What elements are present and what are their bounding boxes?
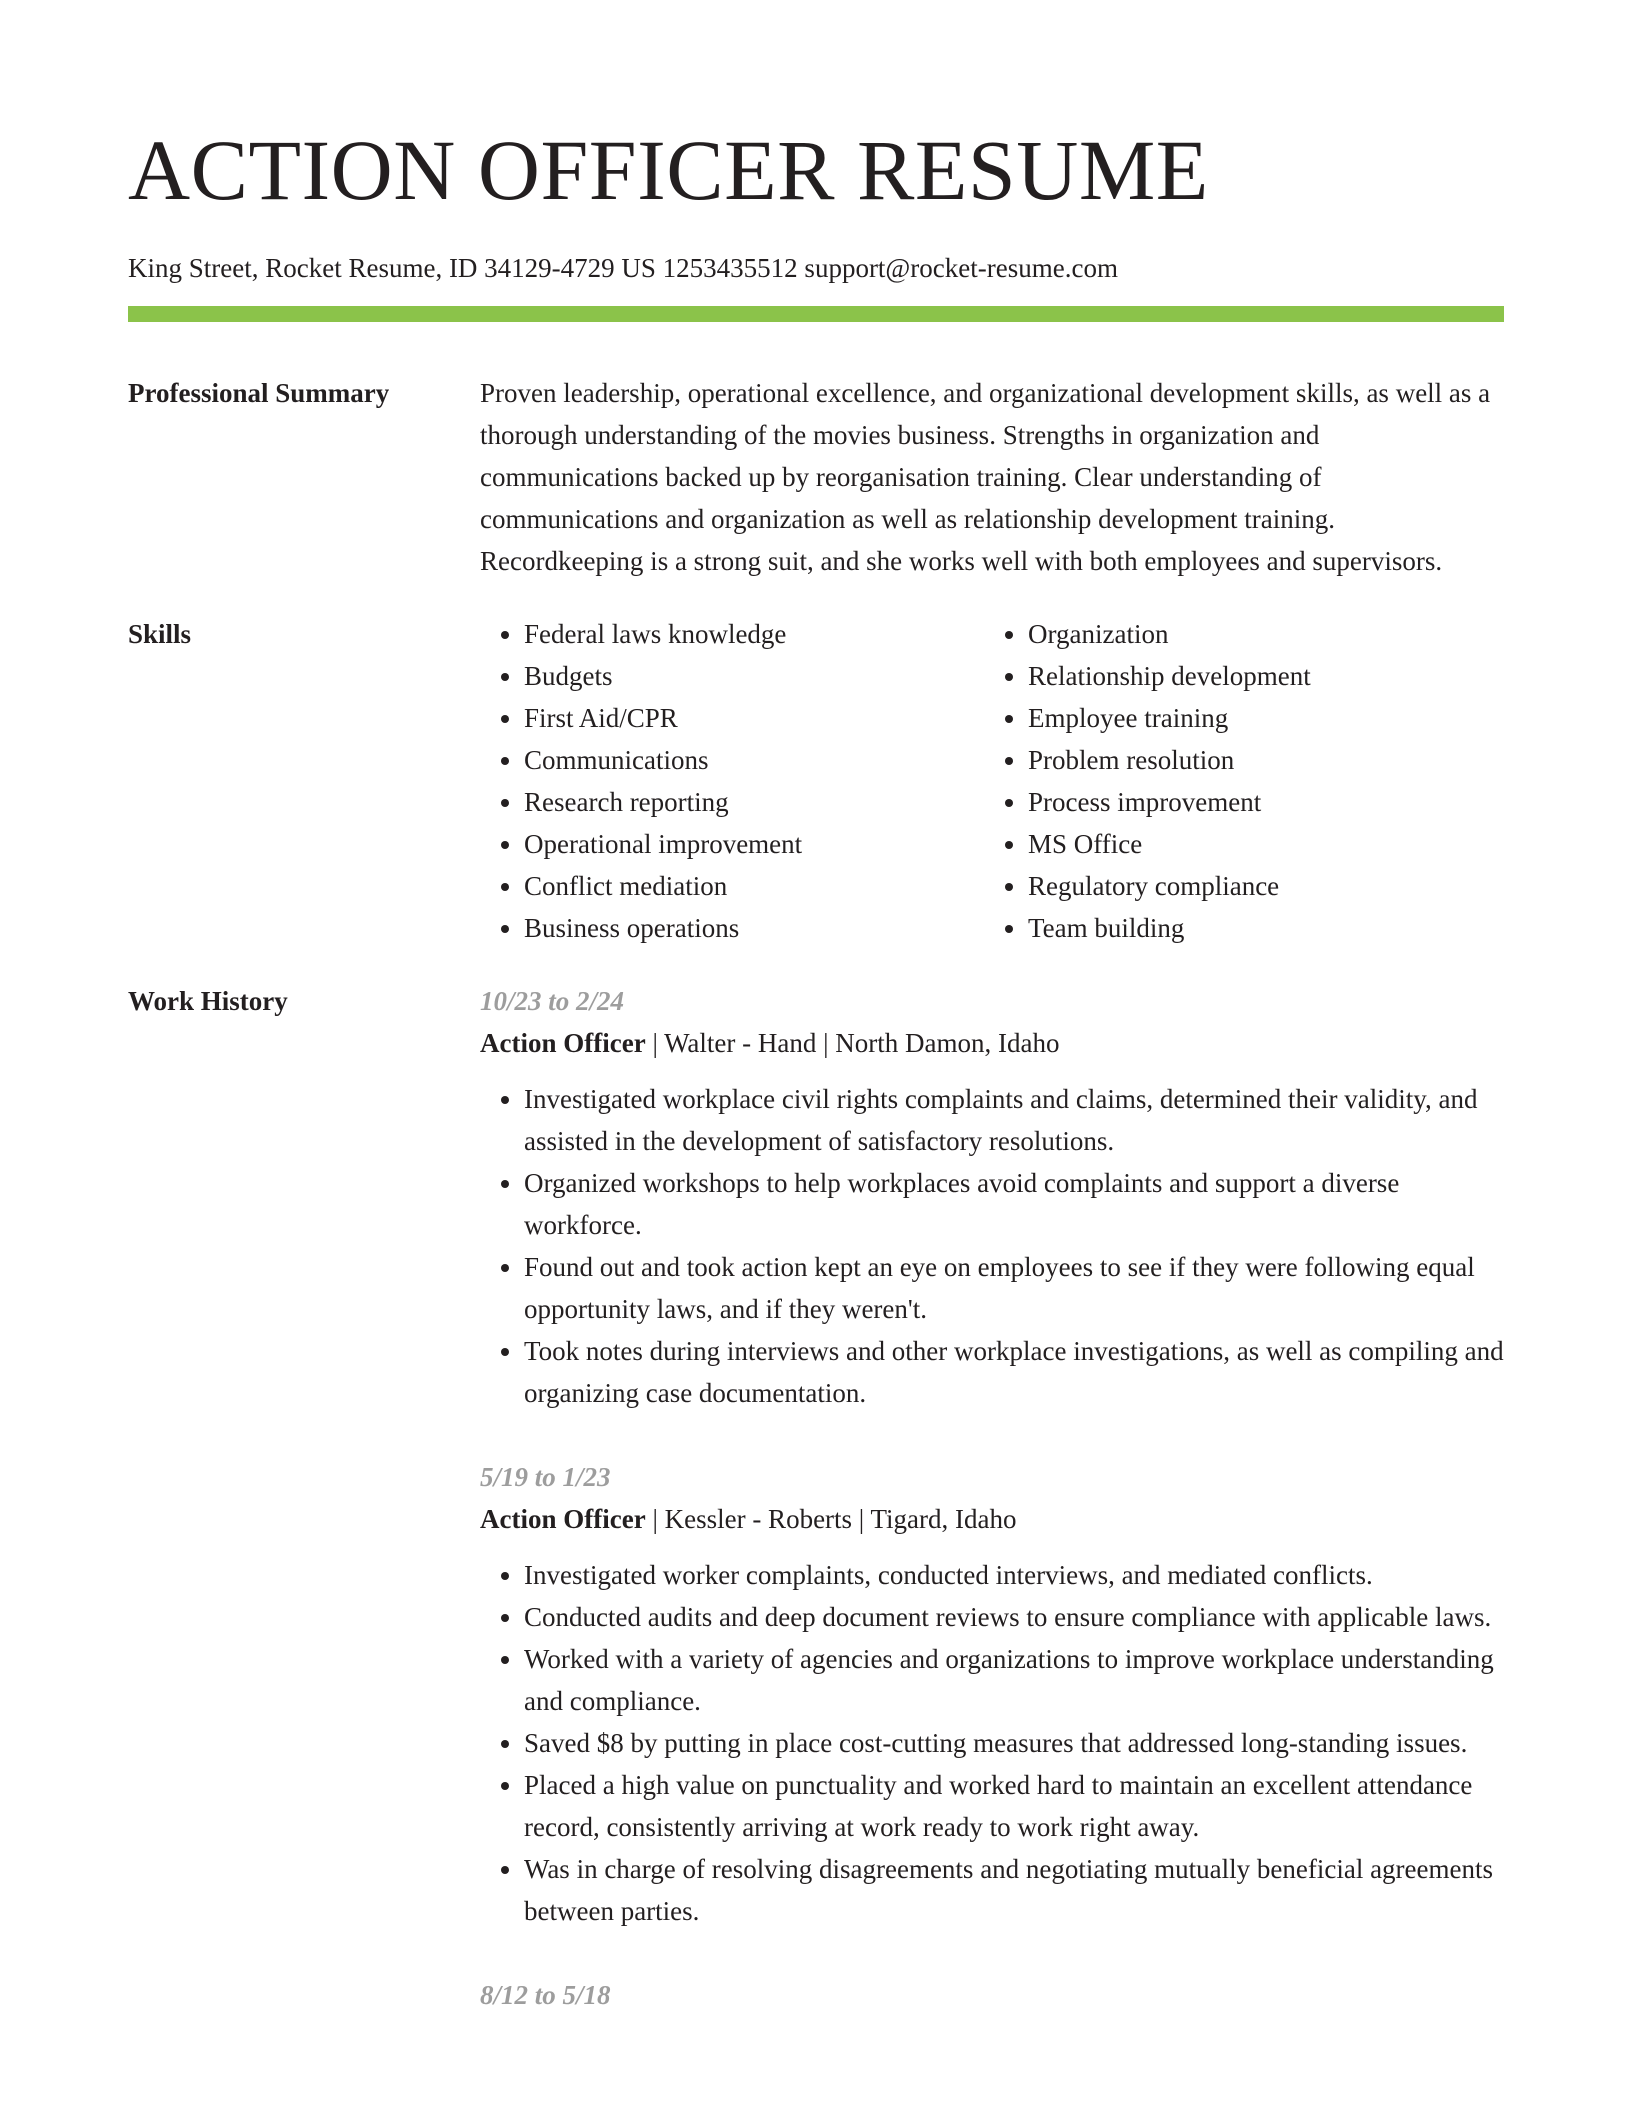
job-responsibilities: [480, 1554, 1504, 1932]
contact-line: King Street, Rocket Resume, ID 34129-4729 US 1253435512 support@rocket-resume.com: [128, 253, 1118, 283]
skill-item: • Budgets: [524, 655, 984, 697]
work-history-section: [128, 980, 1504, 2058]
job-company-location: | Walter - Hand | North Damon, Idaho: [645, 1028, 1060, 1058]
skill-item: • Employee training: [1028, 697, 1488, 739]
skill-item: • First Aid/CPR: [524, 697, 984, 739]
responsibility-item: • Organized workshops to help workplaces avoid complaints and support a diverse workforce.: [524, 1162, 1504, 1246]
responsibility-item: • Saved $8 by putting in place cost-cutting measures that addressed long-standing issues.: [524, 1722, 1504, 1764]
job-entry: [480, 1974, 1504, 2016]
job-title: Action Officer: [480, 1028, 646, 1058]
summary-heading: Professional Summary: [128, 378, 390, 408]
skills-heading: Skills: [128, 619, 192, 649]
job-responsibilities: [480, 1078, 1504, 1414]
header-divider: [128, 306, 1504, 322]
job-heading: [480, 1022, 1504, 1064]
summary-text: Proven leadership, operational excellence, and organizational development skills, as well as a thorough understanding of the movies business. Strengths in organization and communications backed up by reorganisation training. Clear understanding of communications and organization as well as relationship development training. Recordkeeping is a strong suit, and she works well with both employees and supervisors.: [480, 378, 1491, 576]
responsibility-item: • Conducted audits and deep document reviews to ensure compliance with applicable laws.: [524, 1596, 1504, 1638]
skill-item: • Process improvement: [1028, 781, 1488, 823]
job-title: Action Officer: [480, 1504, 646, 1534]
skills-list-right: [984, 613, 1488, 949]
skill-item: • Problem resolution: [1028, 739, 1488, 781]
skills-section: [128, 613, 1504, 949]
responsibility-item: • Found out and took action kept an eye on employees to see if they were following equal opportunity laws, and if they weren't.: [524, 1246, 1504, 1330]
skill-item: • MS Office: [1028, 823, 1488, 865]
skill-item: • Regulatory compliance: [1028, 865, 1488, 907]
resume-title: ACTION OFFICER RESUME: [128, 122, 1209, 218]
skill-item: • Communications: [524, 739, 984, 781]
skill-item: • Research reporting: [524, 781, 984, 823]
job-entry: [480, 1456, 1504, 1932]
responsibility-item: • Investigated workplace civil rights complaints and claims, determined their validity, and assisted in the development of satisfactory resolutions.: [524, 1078, 1504, 1162]
summary-section: [128, 372, 1504, 582]
skill-item: • Conflict mediation: [524, 865, 984, 907]
skills-grid: [480, 613, 1504, 949]
skill-item: • Federal laws knowledge: [524, 613, 984, 655]
job-entry: [480, 980, 1504, 1414]
job-dates: 5/19 to 1/23: [480, 1462, 611, 1492]
job-dates: 10/23 to 2/24: [480, 986, 625, 1016]
resume-page: [128, 0, 1504, 2058]
responsibility-item: • Was in charge of resolving disagreements and negotiating mutually beneficial agreements between parties.: [524, 1848, 1504, 1932]
work-history-heading: Work History: [128, 986, 288, 1016]
skills-list-left: [480, 613, 984, 949]
skill-item: • Team building: [1028, 907, 1488, 949]
responsibility-item: • Worked with a variety of agencies and organizations to improve workplace understanding and compliance.: [524, 1638, 1504, 1722]
job-dates: 8/12 to 5/18: [480, 1980, 611, 2010]
responsibility-item: • Placed a high value on punctuality and worked hard to maintain an excellent attendance record, consistently arriving at work ready to work right away.: [524, 1764, 1504, 1848]
skill-item: • Organization: [1028, 613, 1488, 655]
responsibility-item: • Took notes during interviews and other workplace investigations, as well as compiling and organizing case documentation.: [524, 1330, 1504, 1414]
skill-item: • Operational improvement: [524, 823, 984, 865]
skill-item: • Relationship development: [1028, 655, 1488, 697]
responsibility-item: • Investigated worker complaints, conducted interviews, and mediated conflicts.: [524, 1554, 1504, 1596]
skill-item: • Business operations: [524, 907, 984, 949]
job-company-location: | Kessler - Roberts | Tigard, Idaho: [645, 1504, 1017, 1534]
job-heading: [480, 1498, 1504, 1540]
